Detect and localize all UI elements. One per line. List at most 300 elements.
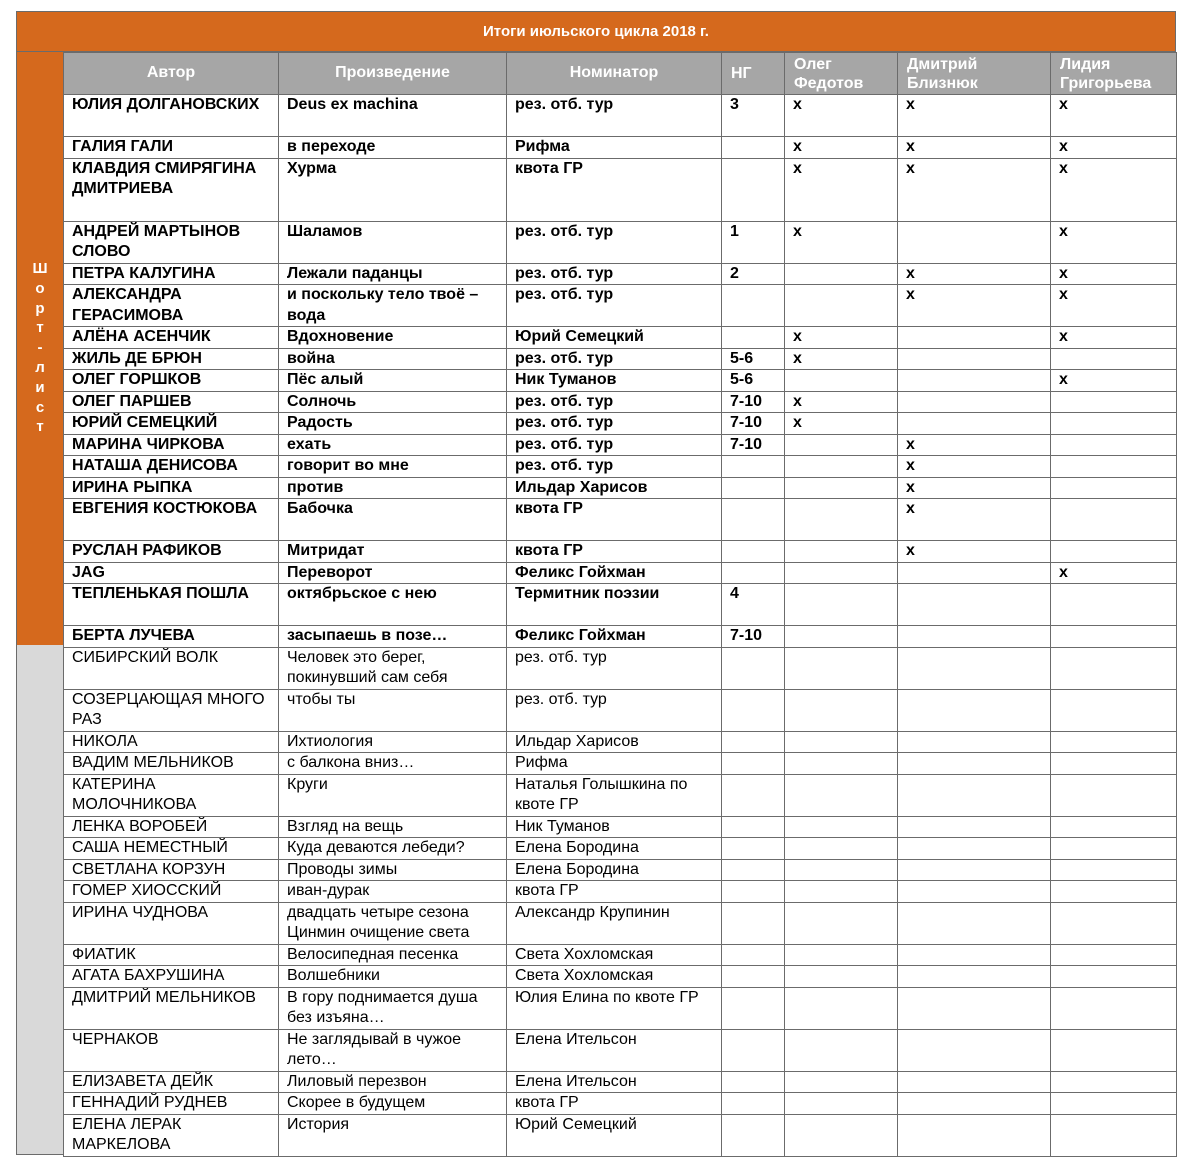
ng-cell bbox=[722, 499, 785, 541]
author-cell: ЮЛИЯ ДОЛГАНОВСКИХ bbox=[64, 95, 279, 137]
nominator-cell: рез. отб. тур bbox=[507, 689, 722, 731]
nominator-cell: Феликс Гойхман bbox=[507, 626, 722, 648]
author-cell: ЕВГЕНИЯ КОСТЮКОВА bbox=[64, 499, 279, 541]
work-cell: Вдохновение bbox=[279, 327, 507, 349]
vote-fedotov-cell bbox=[785, 584, 898, 626]
results-body bbox=[64, 95, 1177, 1157]
work-cell: Не заглядывай в чужое лето… bbox=[279, 1029, 507, 1071]
ng-cell bbox=[722, 1093, 785, 1115]
vote-fedotov-cell bbox=[785, 753, 898, 775]
author-cell: ВАДИМ МЕЛЬНИКОВ bbox=[64, 753, 279, 775]
short-list-row bbox=[64, 327, 1177, 349]
vote-bliznyuk-cell bbox=[898, 1071, 1051, 1093]
work-cell: Пёс алый bbox=[279, 370, 507, 392]
vote-fedotov-cell: x bbox=[785, 221, 898, 263]
other-entry-row bbox=[64, 1071, 1177, 1093]
author-cell: ЛЕНКА ВОРОБЕЙ bbox=[64, 816, 279, 838]
ng-cell: 7-10 bbox=[722, 413, 785, 435]
column-header-judge-bliznyuk bbox=[898, 53, 1051, 95]
ng-cell bbox=[722, 881, 785, 903]
nominator-cell: Наталья Голышкина по квоте ГР bbox=[507, 774, 722, 816]
author-cell: ЕЛИЗАВЕТА ДЕЙК bbox=[64, 1071, 279, 1093]
work-cell: и поскольку тело твоё – вода bbox=[279, 285, 507, 327]
vote-bliznyuk-cell bbox=[898, 584, 1051, 626]
author-cell: ЖИЛЬ ДЕ БРЮН bbox=[64, 348, 279, 370]
vote-grigoryeva-cell bbox=[1051, 647, 1177, 689]
vote-fedotov-cell bbox=[785, 731, 898, 753]
nominator-cell: квота ГР bbox=[507, 541, 722, 563]
work-cell: Хурма bbox=[279, 158, 507, 221]
side-label-letter: л bbox=[35, 358, 45, 376]
vote-grigoryeva-cell bbox=[1051, 626, 1177, 648]
short-list-side-label bbox=[16, 52, 63, 645]
nominator-cell: квота ГР bbox=[507, 158, 722, 221]
work-cell: ехать bbox=[279, 434, 507, 456]
vote-fedotov-cell bbox=[785, 541, 898, 563]
judge-last-name: Федотов bbox=[794, 74, 864, 92]
other-entry-row bbox=[64, 987, 1177, 1029]
other-entry-row bbox=[64, 689, 1177, 731]
other-entry-row bbox=[64, 731, 1177, 753]
vote-bliznyuk-cell bbox=[898, 413, 1051, 435]
author-cell: СИБИРСКИЙ ВОЛК bbox=[64, 647, 279, 689]
vote-bliznyuk-cell bbox=[898, 562, 1051, 584]
nominator-cell: Елена Бородина bbox=[507, 859, 722, 881]
vote-grigoryeva-cell bbox=[1051, 881, 1177, 903]
work-cell: Солночь bbox=[279, 391, 507, 413]
vote-fedotov-cell bbox=[785, 477, 898, 499]
work-cell: Волшебники bbox=[279, 966, 507, 988]
vote-grigoryeva-cell bbox=[1051, 987, 1177, 1029]
short-list-row bbox=[64, 391, 1177, 413]
vote-grigoryeva-cell bbox=[1051, 1114, 1177, 1156]
other-entry-row bbox=[64, 816, 1177, 838]
ng-cell: 7-10 bbox=[722, 434, 785, 456]
work-cell: говорит во мне bbox=[279, 456, 507, 478]
ng-cell bbox=[722, 541, 785, 563]
side-label-letter: т bbox=[36, 319, 44, 337]
vote-grigoryeva-cell bbox=[1051, 774, 1177, 816]
work-cell: против bbox=[279, 477, 507, 499]
ng-cell: 5-6 bbox=[722, 370, 785, 392]
work-cell: с балкона вниз… bbox=[279, 753, 507, 775]
ng-cell bbox=[722, 944, 785, 966]
work-cell: двадцать четыре сезона Цинмин очищение света bbox=[279, 902, 507, 944]
ng-cell bbox=[722, 753, 785, 775]
vote-bliznyuk-cell bbox=[898, 391, 1051, 413]
short-list-row bbox=[64, 499, 1177, 541]
vote-grigoryeva-cell: x bbox=[1051, 158, 1177, 221]
column-header-work: Произведение bbox=[279, 53, 507, 95]
nominator-cell: Ник Туманов bbox=[507, 816, 722, 838]
ng-cell bbox=[722, 285, 785, 327]
work-cell: Митридат bbox=[279, 541, 507, 563]
author-cell: ТЕПЛЕНЬКАЯ ПОШЛА bbox=[64, 584, 279, 626]
vote-grigoryeva-cell bbox=[1051, 434, 1177, 456]
vote-grigoryeva-cell: x bbox=[1051, 285, 1177, 327]
vote-bliznyuk-cell bbox=[898, 987, 1051, 1029]
column-header-author: Автор bbox=[64, 53, 279, 95]
short-list-row bbox=[64, 584, 1177, 626]
vote-bliznyuk-cell bbox=[898, 774, 1051, 816]
vote-fedotov-cell bbox=[785, 944, 898, 966]
nominator-cell: квота ГР bbox=[507, 1093, 722, 1115]
vote-grigoryeva-cell bbox=[1051, 1029, 1177, 1071]
vote-grigoryeva-cell bbox=[1051, 456, 1177, 478]
vote-grigoryeva-cell: x bbox=[1051, 221, 1177, 263]
author-cell: ПЕТРА КАЛУГИНА bbox=[64, 263, 279, 285]
vote-bliznyuk-cell bbox=[898, 1093, 1051, 1115]
vote-grigoryeva-cell bbox=[1051, 413, 1177, 435]
ng-cell: 5-6 bbox=[722, 348, 785, 370]
vote-grigoryeva-cell: x bbox=[1051, 327, 1177, 349]
nominator-cell: рез. отб. тур bbox=[507, 391, 722, 413]
vote-grigoryeva-cell bbox=[1051, 816, 1177, 838]
ng-cell bbox=[722, 1071, 785, 1093]
other-entry-row bbox=[64, 944, 1177, 966]
author-cell: ОЛЕГ ПАРШЕВ bbox=[64, 391, 279, 413]
other-entry-row bbox=[64, 1114, 1177, 1156]
side-label-letter: о bbox=[35, 279, 45, 297]
work-cell: Переворот bbox=[279, 562, 507, 584]
ng-cell bbox=[722, 987, 785, 1029]
vote-bliznyuk-cell: x bbox=[898, 499, 1051, 541]
work-cell: Велосипедная песенка bbox=[279, 944, 507, 966]
page-title: Итоги июльского цикла 2018 г. bbox=[16, 11, 1176, 52]
author-cell: ЕЛЕНА ЛЕРАК МАРКЕЛОВА bbox=[64, 1114, 279, 1156]
vote-fedotov-cell bbox=[785, 902, 898, 944]
ng-cell bbox=[722, 137, 785, 159]
short-list-row bbox=[64, 434, 1177, 456]
vote-grigoryeva-cell bbox=[1051, 477, 1177, 499]
vote-bliznyuk-cell: x bbox=[898, 158, 1051, 221]
vote-bliznyuk-cell bbox=[898, 626, 1051, 648]
vote-fedotov-cell: x bbox=[785, 413, 898, 435]
nominator-cell: рез. отб. тур bbox=[507, 434, 722, 456]
vote-grigoryeva-cell: x bbox=[1051, 562, 1177, 584]
short-list-row bbox=[64, 541, 1177, 563]
vote-bliznyuk-cell bbox=[898, 902, 1051, 944]
author-cell: ИРИНА ЧУДНОВА bbox=[64, 902, 279, 944]
nominator-cell: рез. отб. тур bbox=[507, 95, 722, 137]
nominator-cell: Юрий Семецкий bbox=[507, 1114, 722, 1156]
vote-grigoryeva-cell: x bbox=[1051, 263, 1177, 285]
nominator-cell: Юлия Елина по квоте ГР bbox=[507, 987, 722, 1029]
other-entry-row bbox=[64, 881, 1177, 903]
column-header-judge-fedotov bbox=[785, 53, 898, 95]
vote-bliznyuk-cell: x bbox=[898, 263, 1051, 285]
vote-bliznyuk-cell: x bbox=[898, 456, 1051, 478]
vote-fedotov-cell bbox=[785, 838, 898, 860]
work-cell: в переходе bbox=[279, 137, 507, 159]
results-table bbox=[63, 52, 1177, 1157]
vote-fedotov-cell bbox=[785, 689, 898, 731]
ng-cell bbox=[722, 562, 785, 584]
nominator-cell: Александр Крупинин bbox=[507, 902, 722, 944]
vote-grigoryeva-cell bbox=[1051, 689, 1177, 731]
author-cell: САША НЕМЕСТНЫЙ bbox=[64, 838, 279, 860]
vote-fedotov-cell: x bbox=[785, 95, 898, 137]
work-cell: засыпаешь в позе… bbox=[279, 626, 507, 648]
author-cell: ЮРИЙ СЕМЕЦКИЙ bbox=[64, 413, 279, 435]
vote-fedotov-cell: x bbox=[785, 348, 898, 370]
vote-bliznyuk-cell bbox=[898, 838, 1051, 860]
ng-cell: 1 bbox=[722, 221, 785, 263]
vote-fedotov-cell bbox=[785, 626, 898, 648]
vote-fedotov-cell bbox=[785, 499, 898, 541]
nominator-cell: квота ГР bbox=[507, 881, 722, 903]
other-entry-row bbox=[64, 902, 1177, 944]
work-cell: Лежали паданцы bbox=[279, 263, 507, 285]
vote-grigoryeva-cell: x bbox=[1051, 95, 1177, 137]
vote-grigoryeva-cell: x bbox=[1051, 370, 1177, 392]
nominator-cell: Света Хохломская bbox=[507, 966, 722, 988]
author-cell: РУСЛАН РАФИКОВ bbox=[64, 541, 279, 563]
vote-bliznyuk-cell bbox=[898, 731, 1051, 753]
vote-grigoryeva-cell bbox=[1051, 753, 1177, 775]
vote-fedotov-cell: x bbox=[785, 327, 898, 349]
vote-bliznyuk-cell bbox=[898, 647, 1051, 689]
author-cell: ГАЛИЯ ГАЛИ bbox=[64, 137, 279, 159]
other-entry-row bbox=[64, 838, 1177, 860]
other-entry-row bbox=[64, 1093, 1177, 1115]
work-cell: чтобы ты bbox=[279, 689, 507, 731]
ng-cell: 7-10 bbox=[722, 391, 785, 413]
other-entry-row bbox=[64, 647, 1177, 689]
vote-grigoryeva-cell bbox=[1051, 348, 1177, 370]
side-label-letter: и bbox=[35, 378, 45, 396]
vote-bliznyuk-cell bbox=[898, 859, 1051, 881]
author-cell: НАТАША ДЕНИСОВА bbox=[64, 456, 279, 478]
author-cell: КЛАВДИЯ СМИРЯГИНА ДМИТРИЕВА bbox=[64, 158, 279, 221]
nominator-cell: Термитник поэзии bbox=[507, 584, 722, 626]
short-list-row bbox=[64, 158, 1177, 221]
author-cell: ДМИТРИЙ МЕЛЬНИКОВ bbox=[64, 987, 279, 1029]
vote-grigoryeva-cell bbox=[1051, 838, 1177, 860]
nominator-cell: квота ГР bbox=[507, 499, 722, 541]
nominator-cell: рез. отб. тур bbox=[507, 221, 722, 263]
nominator-cell: рез. отб. тур bbox=[507, 647, 722, 689]
author-cell: JAG bbox=[64, 562, 279, 584]
work-cell: История bbox=[279, 1114, 507, 1156]
ng-cell: 7-10 bbox=[722, 626, 785, 648]
other-entry-row bbox=[64, 774, 1177, 816]
vote-fedotov-cell bbox=[785, 1029, 898, 1071]
vote-grigoryeva-cell bbox=[1051, 902, 1177, 944]
ng-cell: 3 bbox=[722, 95, 785, 137]
vote-fedotov-cell bbox=[785, 647, 898, 689]
work-cell: Бабочка bbox=[279, 499, 507, 541]
vote-bliznyuk-cell bbox=[898, 816, 1051, 838]
work-cell: война bbox=[279, 348, 507, 370]
vote-fedotov-cell bbox=[785, 987, 898, 1029]
ng-cell bbox=[722, 647, 785, 689]
ng-cell bbox=[722, 689, 785, 731]
nominator-cell: Ильдар Харисов bbox=[507, 731, 722, 753]
short-list-row bbox=[64, 263, 1177, 285]
nominator-cell: рез. отб. тур bbox=[507, 456, 722, 478]
ng-cell bbox=[722, 456, 785, 478]
short-list-vertical-text bbox=[17, 259, 63, 437]
work-cell: Радость bbox=[279, 413, 507, 435]
author-cell: МАРИНА ЧИРКОВА bbox=[64, 434, 279, 456]
work-cell: Круги bbox=[279, 774, 507, 816]
short-list-row bbox=[64, 626, 1177, 648]
column-header-judge-grigoryeva bbox=[1051, 53, 1177, 95]
vote-fedotov-cell: x bbox=[785, 137, 898, 159]
author-cell: ГОМЕР ХИОССКИЙ bbox=[64, 881, 279, 903]
vote-fedotov-cell bbox=[785, 285, 898, 327]
author-cell: АЛЁНА АСЕНЧИК bbox=[64, 327, 279, 349]
vote-grigoryeva-cell bbox=[1051, 541, 1177, 563]
ng-cell bbox=[722, 327, 785, 349]
vote-fedotov-cell bbox=[785, 456, 898, 478]
vote-bliznyuk-cell bbox=[898, 966, 1051, 988]
author-cell: АНДРЕЙ МАРТЫНОВ СЛОВО bbox=[64, 221, 279, 263]
vote-fedotov-cell: x bbox=[785, 158, 898, 221]
vote-grigoryeva-cell bbox=[1051, 1071, 1177, 1093]
ng-cell bbox=[722, 774, 785, 816]
column-header-nominator: Номинатор bbox=[507, 53, 722, 95]
vote-bliznyuk-cell: x bbox=[898, 137, 1051, 159]
vote-fedotov-cell bbox=[785, 562, 898, 584]
side-label-letter: - bbox=[37, 339, 43, 357]
vote-bliznyuk-cell bbox=[898, 370, 1051, 392]
vote-bliznyuk-cell: x bbox=[898, 95, 1051, 137]
short-list-row bbox=[64, 562, 1177, 584]
vote-bliznyuk-cell: x bbox=[898, 477, 1051, 499]
work-cell: Взгляд на вещь bbox=[279, 816, 507, 838]
judge-first-name: Дмитрий bbox=[907, 55, 978, 73]
short-list-row bbox=[64, 137, 1177, 159]
author-cell: АГАТА БАХРУШИНА bbox=[64, 966, 279, 988]
short-list-row bbox=[64, 285, 1177, 327]
vote-bliznyuk-cell: x bbox=[898, 285, 1051, 327]
nominator-cell: Феликс Гойхман bbox=[507, 562, 722, 584]
nominator-cell: рез. отб. тур bbox=[507, 263, 722, 285]
work-cell: Проводы зимы bbox=[279, 859, 507, 881]
ng-cell bbox=[722, 816, 785, 838]
vote-fedotov-cell bbox=[785, 1071, 898, 1093]
vote-grigoryeva-cell bbox=[1051, 944, 1177, 966]
work-cell: иван-дурак bbox=[279, 881, 507, 903]
work-cell: Шаламов bbox=[279, 221, 507, 263]
nominator-cell: Елена Бородина bbox=[507, 838, 722, 860]
vote-fedotov-cell bbox=[785, 370, 898, 392]
ng-cell bbox=[722, 158, 785, 221]
author-cell: СВЕТЛАНА КОРЗУН bbox=[64, 859, 279, 881]
author-cell: БЕРТА ЛУЧЕВА bbox=[64, 626, 279, 648]
vote-grigoryeva-cell bbox=[1051, 391, 1177, 413]
vote-grigoryeva-cell: x bbox=[1051, 137, 1177, 159]
vote-bliznyuk-cell: x bbox=[898, 434, 1051, 456]
author-cell: КАТЕРИНА МОЛОЧНИКОВА bbox=[64, 774, 279, 816]
vote-bliznyuk-cell bbox=[898, 1029, 1051, 1071]
author-cell: СОЗЕРЦАЮЩАЯ МНОГО РАЗ bbox=[64, 689, 279, 731]
judge-last-name: Григорьева bbox=[1060, 74, 1152, 92]
vote-fedotov-cell bbox=[785, 816, 898, 838]
nominator-cell: рез. отб. тур bbox=[507, 348, 722, 370]
work-cell: Куда деваются лебеди? bbox=[279, 838, 507, 860]
vote-fedotov-cell bbox=[785, 881, 898, 903]
nominator-cell: Ник Туманов bbox=[507, 370, 722, 392]
ng-cell bbox=[722, 1029, 785, 1071]
author-cell: НИКОЛА bbox=[64, 731, 279, 753]
vote-fedotov-cell bbox=[785, 774, 898, 816]
work-cell: Скорее в будущем bbox=[279, 1093, 507, 1115]
column-header-ng: НГ bbox=[722, 53, 785, 95]
side-label-letter: р bbox=[35, 299, 45, 317]
nominator-cell: Рифма bbox=[507, 137, 722, 159]
judge-first-name: Олег bbox=[794, 55, 832, 73]
short-list-row bbox=[64, 221, 1177, 263]
vote-grigoryeva-cell bbox=[1051, 966, 1177, 988]
judge-first-name: Лидия bbox=[1060, 55, 1111, 73]
vote-bliznyuk-cell bbox=[898, 221, 1051, 263]
other-entry-row bbox=[64, 966, 1177, 988]
ng-cell bbox=[722, 966, 785, 988]
ng-cell bbox=[722, 731, 785, 753]
short-list-row bbox=[64, 413, 1177, 435]
ng-cell bbox=[722, 477, 785, 499]
vote-fedotov-cell bbox=[785, 859, 898, 881]
short-list-row bbox=[64, 370, 1177, 392]
nominator-cell: Рифма bbox=[507, 753, 722, 775]
vote-grigoryeva-cell bbox=[1051, 1093, 1177, 1115]
vote-bliznyuk-cell bbox=[898, 327, 1051, 349]
vote-bliznyuk-cell: x bbox=[898, 541, 1051, 563]
author-cell: ФИАТИК bbox=[64, 944, 279, 966]
author-cell: ОЛЕГ ГОРШКОВ bbox=[64, 370, 279, 392]
nominator-cell: Елена Ительсон bbox=[507, 1029, 722, 1071]
side-label-letter: Ш bbox=[32, 260, 48, 277]
nominator-cell: рез. отб. тур bbox=[507, 285, 722, 327]
work-cell: В гору поднимается душа без изъяна… bbox=[279, 987, 507, 1029]
ng-cell: 2 bbox=[722, 263, 785, 285]
work-cell: Лиловый перезвон bbox=[279, 1071, 507, 1093]
short-list-row bbox=[64, 95, 1177, 137]
other-entry-row bbox=[64, 859, 1177, 881]
other-entry-row bbox=[64, 753, 1177, 775]
vote-bliznyuk-cell bbox=[898, 753, 1051, 775]
vote-bliznyuk-cell bbox=[898, 689, 1051, 731]
judge-last-name: Близнюк bbox=[907, 74, 978, 92]
work-cell: Человек это берег, покинувший сам себя bbox=[279, 647, 507, 689]
short-list-row bbox=[64, 477, 1177, 499]
ng-cell: 4 bbox=[722, 584, 785, 626]
vote-fedotov-cell bbox=[785, 1093, 898, 1115]
vote-fedotov-cell bbox=[785, 434, 898, 456]
ng-cell bbox=[722, 838, 785, 860]
work-cell: Ихтиология bbox=[279, 731, 507, 753]
vote-bliznyuk-cell bbox=[898, 1114, 1051, 1156]
side-label-letter: т bbox=[36, 418, 44, 436]
author-cell: АЛЕКСАНДРА ГЕРАСИМОВА bbox=[64, 285, 279, 327]
vote-fedotov-cell: x bbox=[785, 391, 898, 413]
short-list-row bbox=[64, 348, 1177, 370]
ng-cell bbox=[722, 902, 785, 944]
author-cell: ИРИНА РЫПКА bbox=[64, 477, 279, 499]
header-row bbox=[64, 53, 1177, 95]
nominator-cell: Елена Ительсон bbox=[507, 1071, 722, 1093]
ng-cell bbox=[722, 1114, 785, 1156]
nominator-cell: Света Хохломская bbox=[507, 944, 722, 966]
author-cell: ГЕННАДИЙ РУДНЕВ bbox=[64, 1093, 279, 1115]
short-list-row bbox=[64, 456, 1177, 478]
other-entry-row bbox=[64, 1029, 1177, 1071]
others-side-band bbox=[16, 645, 63, 1155]
work-cell: октябрьское с нею bbox=[279, 584, 507, 626]
